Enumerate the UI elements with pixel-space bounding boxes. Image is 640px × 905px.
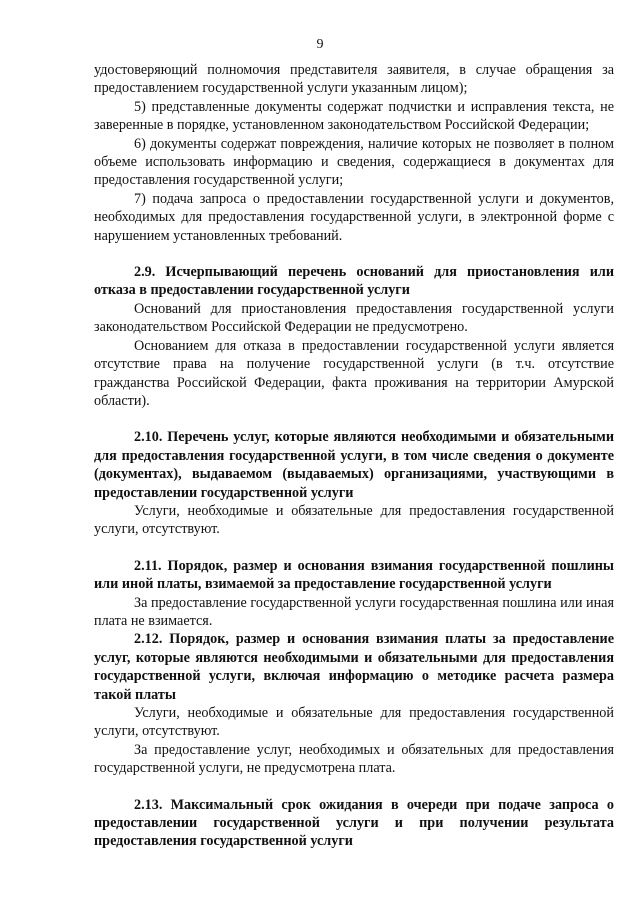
page-number: 9 — [316, 37, 324, 52]
paragraph: 7) подача запроса о предоставлении государственной услуги и документов, необходимых для предоставления государственной услуги, в электронной форме с нарушением установленных требований. — [94, 190, 614, 244]
paragraph: Основанием для отказа в предоставлении государственной услуги является отсутствие права на получение государственной услуги (в т.ч. отсутствие гражданства Российской Федерации, факта проживания на территории Амурской области). — [94, 337, 614, 409]
section-heading: 2.11. Порядок, размер и основания взимания государственной пошлины или иной платы, взимаемой за предоставление государственной услуги — [94, 557, 614, 593]
paragraph: 6) документы содержат повреждения, наличие которых не позволяет в полном объеме использовать информацию и сведения, содержащиеся в документах для предоставления государственной услуги; — [94, 135, 614, 189]
paragraph: 5) представленные документы содержат подчистки и исправления текста, не заверенные в порядке, установленном законодательством Российской Федерации; — [94, 98, 614, 134]
paragraph: Услуги, необходимые и обязательные для предоставления государственной услуги, отсутствуют. — [94, 502, 614, 538]
section-heading: 2.12. Порядок, размер и основания взимания платы за предоставление услуг, которые являются необходимыми и обязательными для предоставления государственной услуги, включая информацию о методике расчета размера такой платы — [94, 631, 614, 703]
paragraph: За предоставление государственной услуги государственная пошлина или иная плата не взимается. — [94, 594, 614, 629]
section-heading: 2.13. Максимальный срок ожидания в очереди при подаче запроса о предоставлении государственной услуги и при получении результата предоставления государственной услуги — [94, 796, 614, 850]
section-heading: 2.10. Перечень услуг, которые являются необходимыми и обязательными для предоставления государственной услуги, в том числе сведения о документе (документах), выдаваемом (выдаваемых) организациями, участвующими в предоставлении государственной услуги — [94, 429, 614, 501]
paragraph: Оснований для приостановления предоставления государственной услуги законодательством Российской Федерации не предусмотрено. — [94, 300, 614, 336]
section-heading: 2.9. Исчерпывающий перечень оснований для приостановления или отказа в предоставлении государственной услуги — [94, 264, 614, 299]
paragraph: Услуги, необходимые и обязательные для предоставления государственной услуги, отсутствуют. — [94, 705, 614, 740]
paragraph: удостоверяющий полномочия представителя заявителя, в случае обращения за предоставлением государственной услуги указанным лицом); — [94, 62, 614, 97]
paragraph: За предоставление услуг, необходимых и обязательных для предоставления государственной услуги, не предусмотрена плата. — [94, 741, 614, 777]
document-body — [94, 61, 614, 851]
